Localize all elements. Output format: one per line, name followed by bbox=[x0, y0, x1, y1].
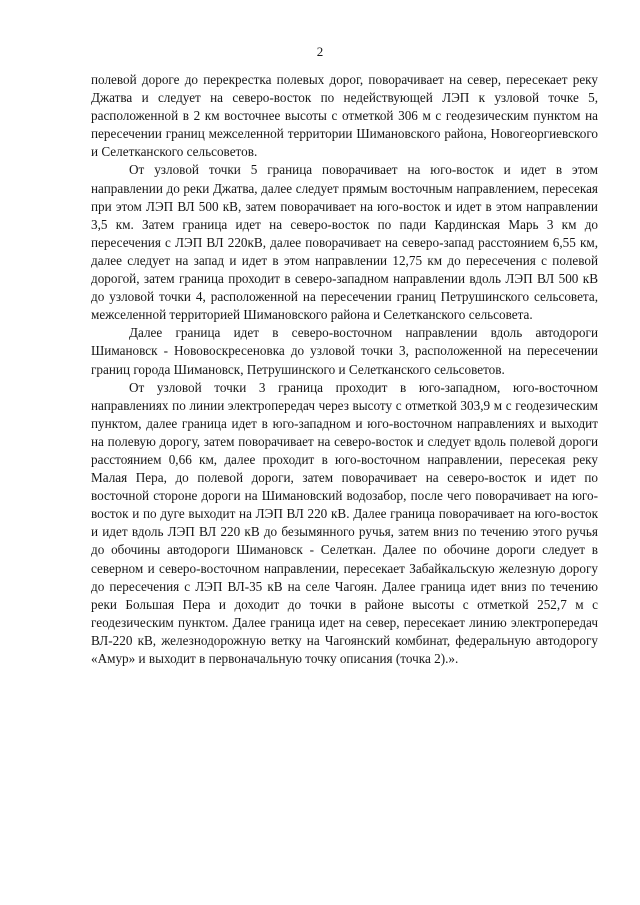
page-number: 2 bbox=[316, 44, 324, 59]
document-body bbox=[91, 71, 598, 668]
paragraph-node-3-route: Далее граница идет в северо-восточном направлении вдоль автодороги Шимановск - Нововоскресеновка до узловой точки 3, расположенной на пересечении границ города Шимановск, Петрушинского и Селетканского сельсоветов. bbox=[91, 325, 598, 377]
paragraph-node-3-boundary: От узловой точки 3 граница проходит в юго-западном, юго-восточном направлениях по линии электропередач через высоту с отметкой 303,9 м с геодезическим пунктом, далее граница идет в юго-западном и юго-восточном направлениях и выходит на полевую дорогу, затем поворачивает на северо-восток и следует вдоль полевой дороги расстоянием 0,66 км, далее проходит в юго-восточном направлении, пересекая реку Малая Пера, до полевой дороги, затем поворачивает на северо-восток и идет по восточной стороне дороги на Шимановский водозабор, после чего поворачивает на юго-восток и по дуге выходит на ЛЭП ВЛ 220 кВ. Далее граница поворачивает на юго-восток и идет вдоль ЛЭП ВЛ 220 кВ до безымянного ручья, затем вниз по течению этого ручья до обочины автодороги Шимановск - Селеткан. Далее по обочине дороги следует в северном и северо-восточном направлении, пересекает Забайкальскую железную дорогу до пересечения с ЛЭП ВЛ-35 кВ на селе Чагоян. Далее граница идет вниз по течению реки Большая Пера и доходит до точки в районе высоты с отметкой 252,7 м с геодезическим пунктом. Далее граница идет на север, пересекает линию электропередач ВЛ-220 кВ, железнодорожную ветку на Чагоянский комбинат, федеральную автодорогу «Амур» и выходит в первоначальную точку описания (точка 2).». bbox=[91, 379, 598, 666]
paragraph-continuation: полевой дороге до перекрестка полевых дорог, поворачивает на север, пересекает реку Джатва и следует на северо-восток по недействующей ЛЭП к узловой точке 5, расположенной в 2 км восточнее высоты с отметкой 306 м с геодезическим пунктом на пересечении границ межселенной территории Шимановского района, Новогеоргиевского и Селетканского сельсоветов. bbox=[91, 72, 598, 160]
paragraph-node-5: От узловой точки 5 граница поворачивает на юго-восток и идет в этом направлении до реки Джатва, далее следует прямым восточным направлением, пересекая при этом ЛЭП ВЛ 500 кВ, затем поворачивает на юго-восток и идет в этом направлении 3,5 км. Затем граница идет на северо-восток по пади Кардинская Марь 3 км до пересечения с ЛЭП ВЛ 220кВ, далее поворачивает на северо-запад расстоянием 6,55 км, далее следует на запад и идет в этом направлении 12,75 км до пересечения с полевой дорогой, затем граница проходит в северо-западном направлении вдоль ЛЭП ВЛ 500 кВ до узловой точки 4, расположенной на пересечении границ Петрушинского сельсовета, межселенной территорией Шимановского района и Селетканского сельсовета. bbox=[91, 162, 598, 323]
